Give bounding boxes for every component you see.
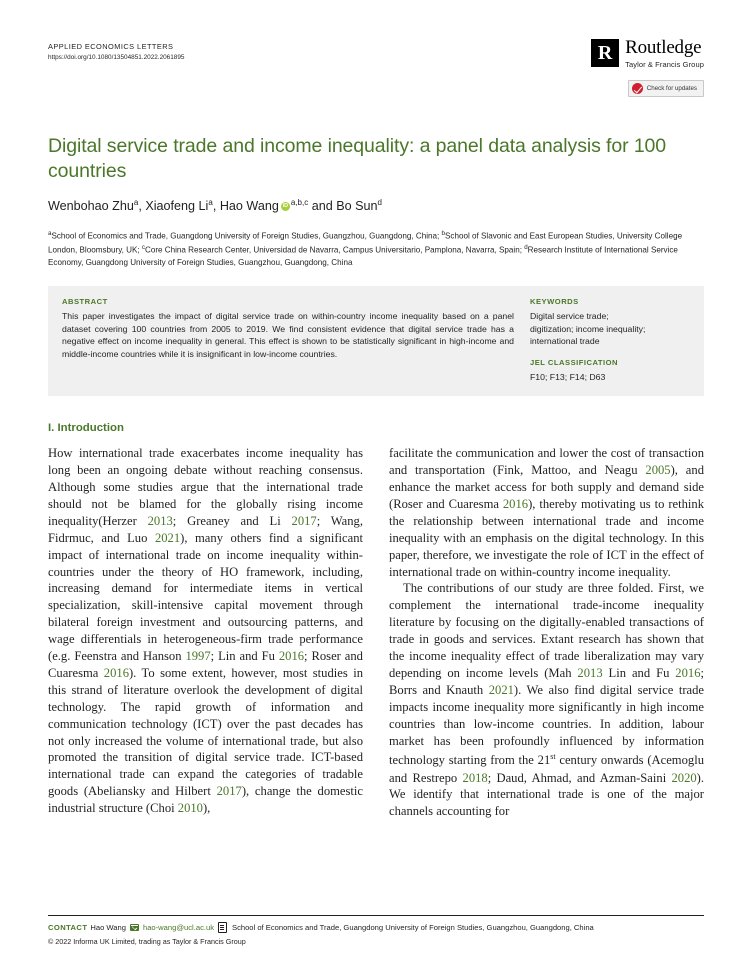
author-1-affil-marker: a bbox=[133, 198, 139, 207]
crossmark-badge[interactable] bbox=[628, 80, 704, 97]
abstract-block bbox=[62, 297, 514, 383]
jel-text: F10; F13; F14; D63 bbox=[530, 371, 606, 382]
body-column-left bbox=[48, 445, 363, 820]
page-footer bbox=[48, 915, 704, 946]
author-3: , Hao Wang bbox=[212, 199, 279, 214]
contact-label: CONTACT bbox=[48, 923, 88, 932]
copyright-line: © 2022 Informa UK Limited, trading as Taylor & Francis Group bbox=[48, 937, 246, 946]
journal-name: APPLIED ECONOMICS LETTERS bbox=[48, 42, 174, 51]
contact-affiliation: School of Economics and Trade, Guangdong University of Foreign Studies, Guangzhou, Guangdong, China bbox=[232, 923, 594, 932]
publisher-name: Routledge bbox=[625, 37, 702, 58]
paragraph: How international trade exacerbates income inequality has long been an ongoing debate without reaching consensus. Although some studies argue that the international trade should not be blamed for the globally rising income inequality(Herzer 2013; Greaney and Li 2017; Wang, Fidrmuc, and Luo 2021), many others find a significant impact of international trade on income inequality within-countries under the theory of HO framework, including, increasing demand for intermediate items in vertical specialization, skill-intensive capital movement through bilateral foreign investment and outsourcing patterns, and wage differentials in heterogeneous-firm trade performance (e.g. Feenstra and Hanson 1997; Lin and Fu 2016; Roser and Cuaresma 2016). To some extent, however, most studies in this strand of literature overlook the development of digital technology. The rapid growth of information and communication technology (ICT) over the past decades has not only increased the volume of international trade, but also promoted the transition of digital service trade. ICT-based international trade can expand the categories of tradable goods (Abeliansky and Hilbert 2017), change the domestic industrial structure (Choi 2010), bbox=[48, 446, 364, 816]
paragraph: facilitate the communication and lower the cost of transaction and transportation (Fink, Mattoo, and Neagu 2005), and enhance the market access for both supply and demand side (Roser and Cuaresma 2016), thereby motivating us to rethink the relationship between international trade and income inequality with an emphasis on the digital technology. In this paper, therefore, we investigate the role of ICT in the effect of international trade on within-country income inequality. bbox=[389, 446, 704, 579]
author-list bbox=[48, 194, 704, 215]
routledge-r-glyph: R bbox=[597, 42, 613, 64]
affiliations: $^a$School of Economics and Trade, Guangdong University of Foreign Studies, Guangzhou, Guangdong, China; $^b$School of Slavonic and East European Studies, University College London, Bloomsbury, UK; $^c$Core China Research Center, Universidad de Navarra, Campus Universitario, Pamplona, Navarra, Spain; $^d$Research Institute of International Service Economy, Guangdong University of Foreign Studies, Guangzhou, Guangdong, China bbox=[48, 230, 683, 267]
document-icon bbox=[218, 922, 227, 933]
author-3-affil-marker: a,b,c bbox=[290, 198, 309, 207]
author-4: and Bo Sun bbox=[308, 199, 378, 214]
body-columns bbox=[48, 445, 704, 820]
footer-divider bbox=[48, 915, 704, 916]
contact-email[interactable]: hao-wang@ucl.ac.uk bbox=[142, 923, 214, 932]
contact-line bbox=[48, 922, 704, 933]
publisher-group: Taylor & Francis Group bbox=[625, 60, 704, 69]
orcid-icon[interactable] bbox=[281, 202, 290, 211]
journal-identity bbox=[48, 38, 184, 61]
jel-heading: JEL CLASSIFICATION bbox=[530, 357, 619, 367]
contact-name: Hao Wang bbox=[90, 923, 126, 932]
keywords-block bbox=[530, 297, 650, 383]
page-title: Digital service trade and income inequality: a panel data analysis for 100 countries bbox=[48, 135, 667, 182]
abstract-keywords-band bbox=[48, 286, 704, 396]
abstract-text: This paper investigates the impact of digital service trade on within-country income inequality based on a panel dataset covering 100 countries from 2005 to 2019. We find consistent evidence that digital service trade has a negative effect on income inequality in general. This effect is shown to be statistically significant in high-income and middle-income countries while it is insignificant in low-income countries. bbox=[62, 311, 514, 359]
author-2: , Xiaofeng Li bbox=[138, 199, 209, 214]
paragraph: The contributions of our study are three folded. First, we complement the international trade-income inequality literature by focusing on the digitally-enabled transactions of trade in goods and services. Extant research has shown that the income inequality effect of trade liberalization may vary depending on income levels (Mah 2013 Lin and Fu 2016; Borrs and Knauth 2021). We also find digital service trade impacts income inequality more significantly in high income countries than low-income countries. In addition, labour market has been profoundly influenced by information technology starting from the 21st century onwards (Acemoglu and Restrepo 2018; Daud, Ahmad, and Azman-Saini 2020). We identify that international trade is one of the major channels accounting for bbox=[389, 581, 705, 819]
section-title-introduction: I. Introduction bbox=[48, 422, 124, 435]
keywords-text: Digital service trade; digitization; income inequality; international trade bbox=[530, 311, 646, 346]
envelope-icon bbox=[130, 924, 139, 931]
keywords-heading: KEYWORDS bbox=[530, 297, 579, 307]
author-2-affil-marker: a bbox=[208, 198, 213, 207]
publisher-logo bbox=[591, 38, 704, 69]
article-doi[interactable]: https://doi.org/10.1080/13504851.2022.2061895 bbox=[48, 54, 185, 61]
body-column-right bbox=[389, 445, 704, 820]
author-4-affil-marker: d bbox=[377, 198, 382, 207]
page-header bbox=[48, 38, 704, 94]
routledge-r-icon bbox=[591, 39, 619, 67]
abstract-heading: ABSTRACT bbox=[62, 297, 108, 307]
crossmark-label: Check for updates bbox=[646, 85, 697, 92]
crossmark-icon bbox=[632, 83, 643, 94]
author-1: Wenbohao Zhu bbox=[48, 199, 134, 214]
